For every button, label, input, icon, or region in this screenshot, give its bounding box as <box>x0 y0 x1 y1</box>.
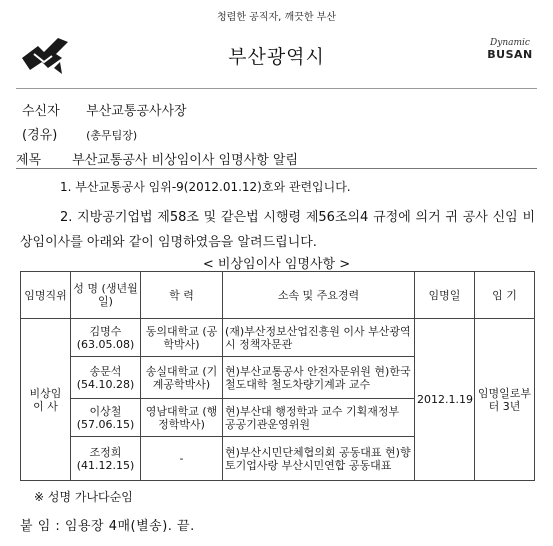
organization-title: 부산광역시 <box>228 46 325 68</box>
subject-value: 부산교통공사 비상임이사 임명사항 알림 <box>72 153 299 168</box>
paragraph-2: 2. 지방공기업법 제58조 및 같은법 시행령 제56조의4 규정에 의거 귀 공사 신임 비상임이사를 아래와 같이 임명하였음을 알려드립니다. <box>20 210 535 250</box>
brand-line-2: BUSAN <box>487 48 533 61</box>
header-position: 임명직위 <box>21 272 71 319</box>
via-row <box>22 124 137 143</box>
affiliation-cell: 현)부산대 행정학과 교수 기획재정부 공공기관운영위원 <box>223 399 415 437</box>
subject-divider <box>16 168 537 169</box>
via-value: (총무팀장) <box>86 129 138 142</box>
person-name: 이상철 <box>89 404 122 418</box>
via-label: (경유) <box>22 128 58 143</box>
name-cell <box>71 357 141 399</box>
position-cell: 비상임 이 사 <box>21 319 71 481</box>
appointment-table <box>20 271 535 481</box>
subject-row <box>16 149 298 168</box>
name-cell <box>71 319 141 357</box>
attachment-line: 붙 임 : 임용장 4매(별송). 끝. <box>20 519 195 534</box>
term-cell: 임명일로부터 3년 <box>475 319 535 481</box>
subject-label: 제목 <box>16 153 42 168</box>
header-divider <box>16 88 537 89</box>
education-cell: 영남대학교 (행정학박사) <box>141 399 223 437</box>
person-name: 김명수 <box>89 324 122 338</box>
sort-note: ※ 성명 가나다순임 <box>34 490 133 504</box>
recipient-label: 수신자 <box>22 104 60 119</box>
brand-line-1: Dynamic <box>490 38 530 48</box>
name-cell <box>71 399 141 437</box>
header-term: 임 기 <box>475 272 535 319</box>
recipient-value: 부산교통공사사장 <box>86 104 187 119</box>
person-birth: (54.10.28) <box>76 377 135 391</box>
table-caption: < 비상임이사 임명사항 > <box>202 257 351 272</box>
header-slogan: 청렴한 공직자, 깨끗한 부산 <box>217 12 336 23</box>
education-cell: 송실대학교 (기계공학박사) <box>141 357 223 399</box>
education-cell: - <box>141 437 223 481</box>
table-row <box>21 319 535 357</box>
table-header-row <box>21 272 535 319</box>
date-cell: 2012.1.19 <box>415 319 475 481</box>
header-education: 학 력 <box>141 272 223 319</box>
affiliation-cell: 현)부산시민단체협의회 공동대표 현)향토기업사랑 부산시민연합 공동대표 <box>223 437 415 481</box>
person-birth: (57.06.15) <box>76 417 135 431</box>
header-date: 임명일 <box>415 272 475 319</box>
person-name: 조정희 <box>89 445 122 459</box>
person-name: 송문석 <box>89 364 122 378</box>
name-cell <box>71 437 141 481</box>
recipient-row <box>22 100 187 119</box>
person-birth: (63.05.08) <box>76 337 135 351</box>
affiliation-cell: (재)부산정보산업진흥원 이사 부산광역시 정책자문관 <box>223 319 415 357</box>
paragraph-1: 1. 부산교통공사 임위-9(2012.01.12)호와 관련입니다. <box>60 180 351 194</box>
affiliation-cell: 현)부산교통공사 안전자문위원 현)한국철도대학 철도차량기계과 교수 <box>223 357 415 399</box>
header-name: 성 명 (생년월일) <box>71 272 141 319</box>
dynamic-busan-logo <box>474 38 546 61</box>
person-birth: (41.12.15) <box>76 458 135 472</box>
education-cell: 동의대학교 (공학박사) <box>141 319 223 357</box>
header-affiliation: 소속 및 주요경력 <box>223 272 415 319</box>
